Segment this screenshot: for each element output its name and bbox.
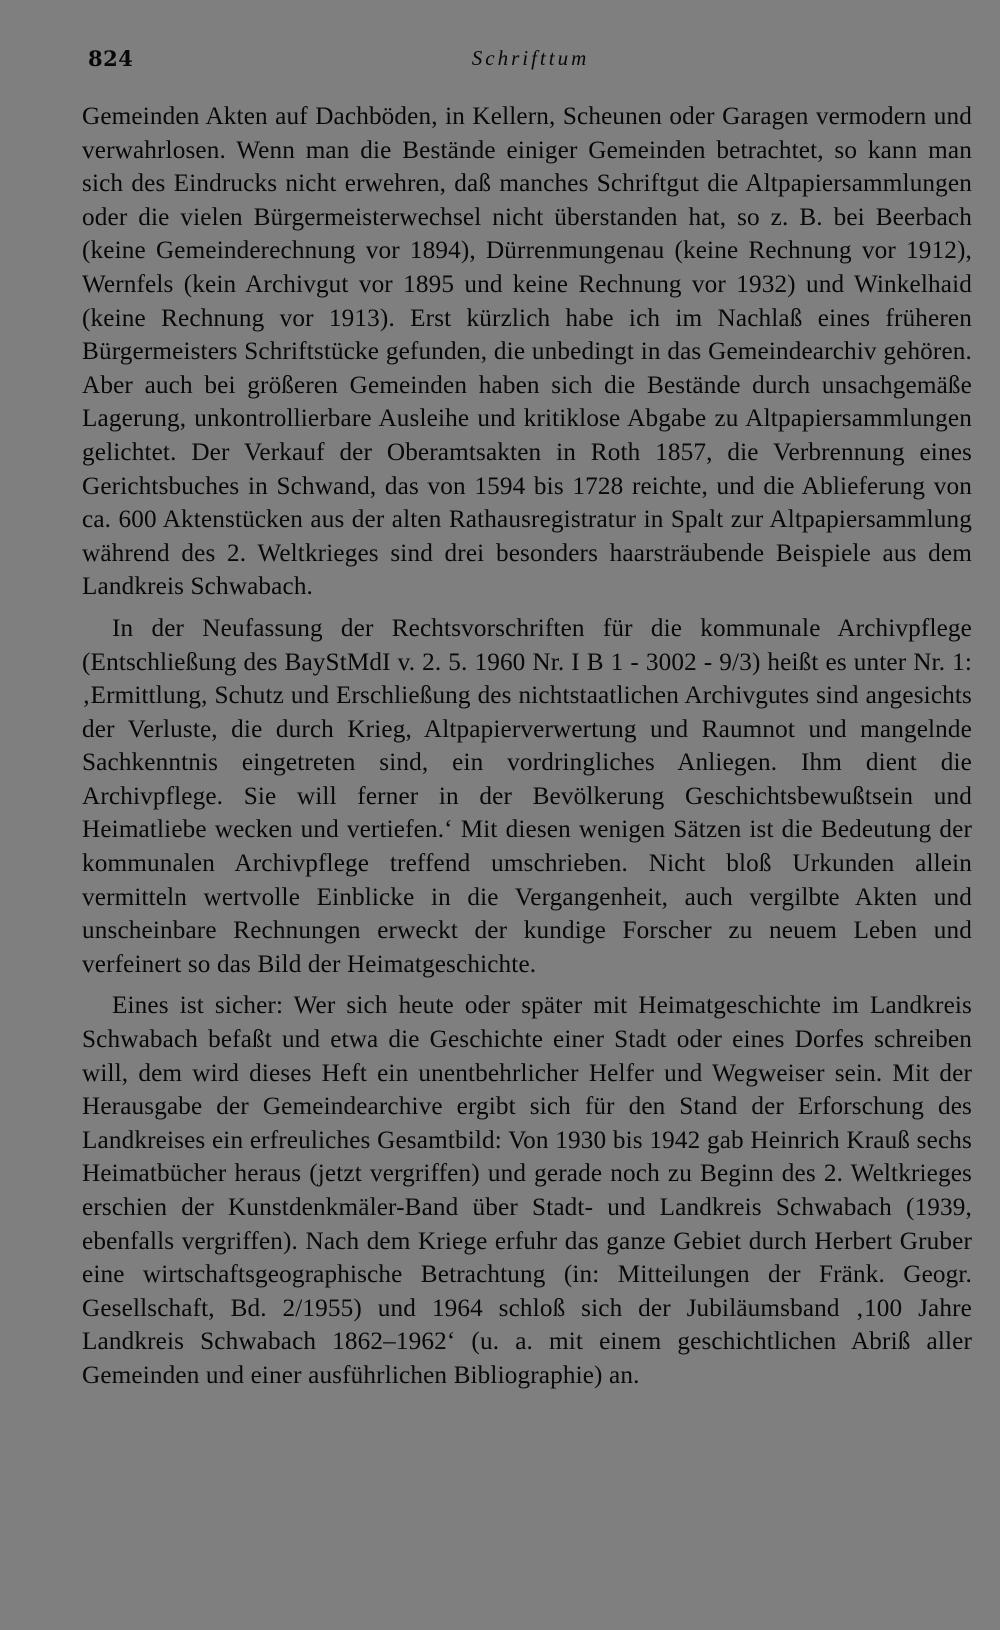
paragraph-2: In der Neufassung der Rechtsvorschriften für die kommunale Archivpflege (Entschließung des BayStMdI v. 2. 5. 1960 Nr. I B 1 - 3002 - 9/3) heißt es unter Nr. 1: ‚Ermittlung, Schutz und Erschließung des nichtstaatlichen Archivgutes sind angesichts der Verluste, die durch Krieg, Altpapierverwertung und Raumnot und mangelnde Sachkenntnis eingetreten sind, ein vordringliches Anliegen. Ihm dient die Archivpflege. Sie will ferner in der Bevölkerung Geschichtsbewußtsein und Heimatliebe wecken und vertiefen.‘ Mit diesen wenigen Sätzen ist die Bedeutung der kommunalen Archivpflege treffend umschrieben. Nicht bloß Urkunden allein vermitteln wertvolle Einblicke in die Vergangenheit, auch vergilbte Akten und unscheinbare Rechnungen erweckt der kundige Forscher zu neuem Leben und verfeinert so das Bild der Heimatgeschichte.: [82, 614, 972, 978]
body-text: [82, 100, 972, 1393]
page-number: 824: [88, 46, 134, 71]
page-header: [88, 46, 973, 76]
running-title: Schrifttum: [471, 46, 590, 70]
paragraph-3: Eines ist sicher: Wer sich heute oder später mit Heimatgeschichte im Landkreis Schwabach befaßt und etwa die Geschichte einer Stadt oder eines Dorfes schreiben will, dem wird dieses Heft ein unentbehrlicher Helfer und Wegweiser sein. Mit der Herausgabe der Gemeindearchive ergibt sich für den Stand der Erforschung des Landkreises ein erfreuliches Gesamtbild: Von 1930 bis 1942 gab Heinrich Krauß sechs Heimatbücher heraus (jetzt vergriffen) und gerade noch zu Beginn des 2. Weltkrieges erschien der Kunstdenkmäler-Band über Stadt- und Landkreis Schwabach (1939, ebenfalls vergriffen). Nach dem Kriege erfuhr das ganze Gebiet durch Herbert Gruber eine wirtschaftsgeographische Betrachtung (in: Mitteilungen der Fränk. Geogr. Gesellschaft, Bd. 2/1955) und 1964 schloß sich der Jubiläumsband ‚100 Jahre Landkreis Schwabach 1862–1962‘ (u. a. mit einem geschichtlichen Abriß aller Gemeinden und einer ausführlichen Bibliographie) an.: [82, 992, 972, 1389]
paragraph-1: Gemeinden Akten auf Dachböden, in Kellern, Scheunen oder Garagen vermodern und verwahrlosen. Wenn man die Bestände einiger Gemeinden betrachtet, so kann man sich des Eindrucks nicht erwehren, daß manches Schriftgut die Altpapiersammlungen oder die vielen Bürgermeisterwechsel nicht überstanden hat, so z. B. bei Beerbach (keine Gemeinderechnung vor 1894), Dürrenmungenau (keine Rechnung vor 1912), Wernfels (kein Archivgut vor 1895 und keine Rechnung vor 1932) und Winkelhaid (keine Rechnung vor 1913). Erst kürzlich habe ich im Nachlaß eines früheren Bürgermeisters Schriftstücke gefunden, die unbedingt in das Gemeindearchiv gehören. Aber auch bei größeren Gemeinden haben sich die Bestände durch unsachgemäße Lagerung, unkontrollierbare Ausleihe und kritiklose Abgabe zu Altpapiersammlungen gelichtet. Der Verkauf der Oberamtsakten in Roth 1857, die Verbrennung eines Gerichtsbuches in Schwand, das von 1594 bis 1728 reichte, und die Ablieferung von ca. 600 Aktenstücken aus der alten Rathausregistratur in Spalt zur Altpapiersammlung während des 2. Weltkrieges sind drei besonders haarsträubende Beispiele aus dem Landkreis Schwabach.: [82, 103, 972, 601]
